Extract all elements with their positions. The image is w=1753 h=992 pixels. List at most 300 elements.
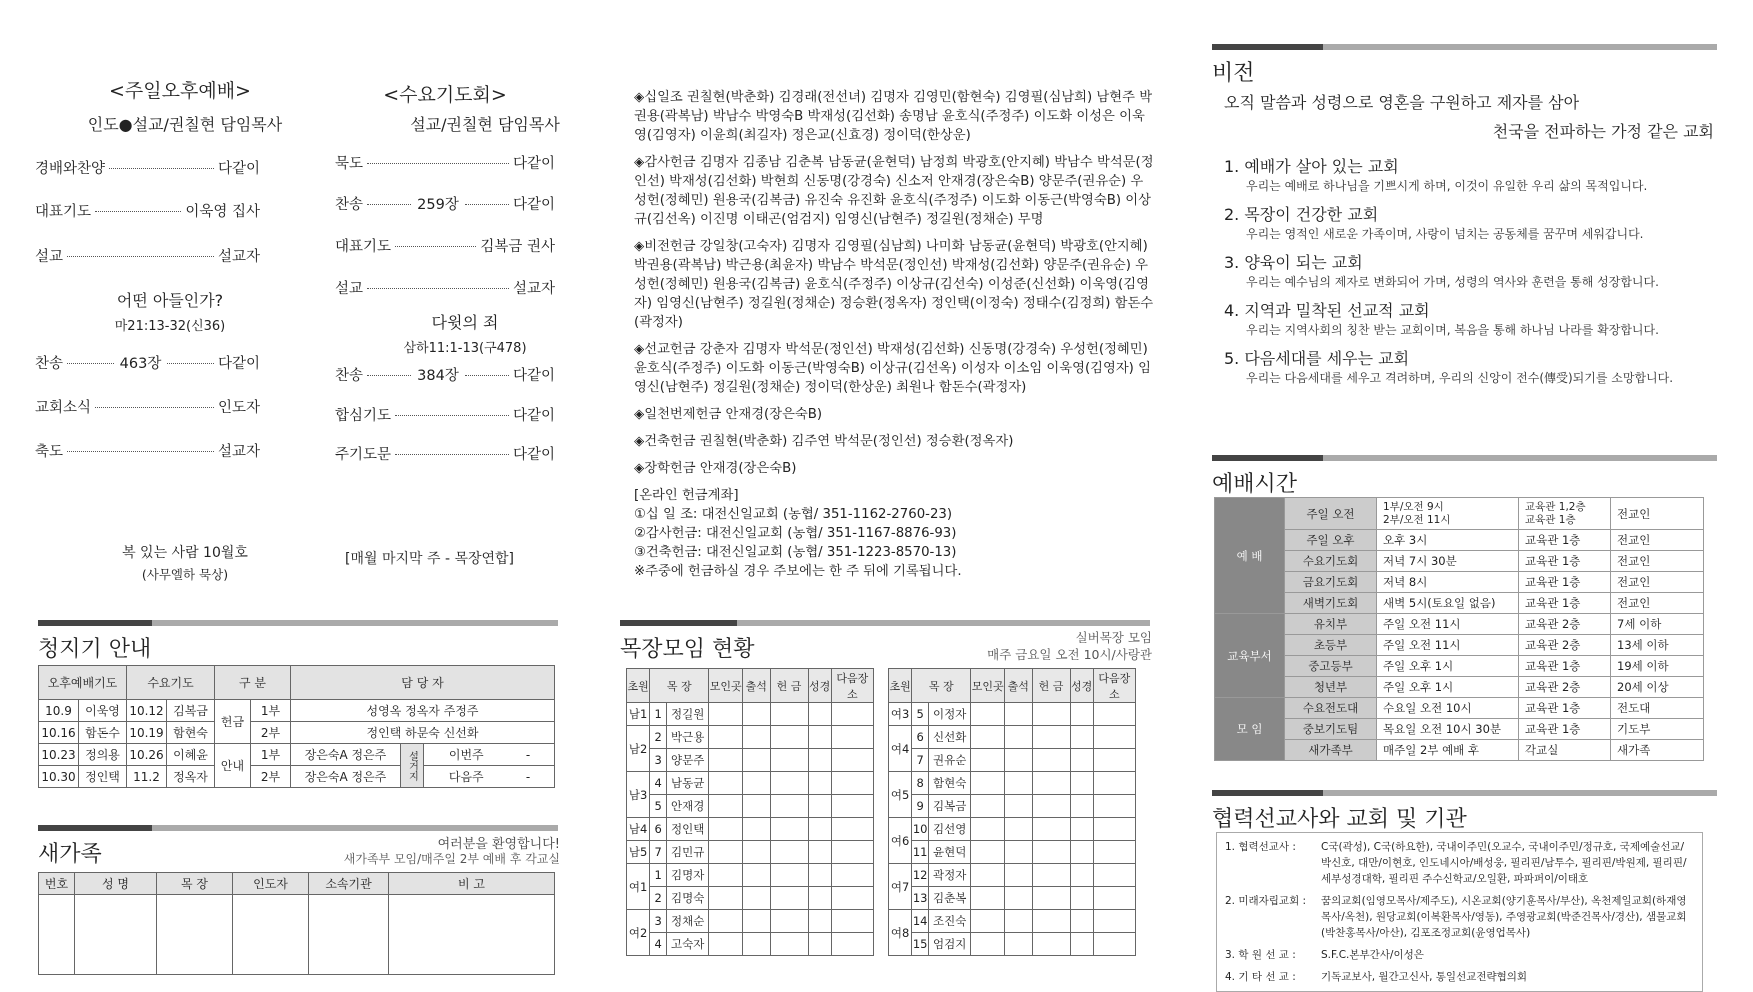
table-row	[889, 726, 1136, 749]
vision-item: 5. 다음세대를 세우는 교회 우리는 다음세대를 세우고 격려하며, 우리의 신앙이 전수(傳受)되기를 소망합니다.	[1224, 349, 1674, 385]
mokjang-blank-cell[interactable]	[770, 910, 808, 933]
mokjang-blank-cell[interactable]	[808, 795, 831, 818]
order-label: 합심기도	[335, 408, 392, 424]
table-row	[1215, 740, 1704, 761]
name-cell: 이혜윤	[167, 744, 215, 766]
mokjang-blank-cell[interactable]	[1070, 795, 1093, 818]
part-cell: 1부	[251, 744, 291, 766]
date-cell: 10.16	[39, 722, 79, 744]
date-cell: 10.30	[39, 766, 79, 788]
mokjang-blank-cell[interactable]	[1070, 933, 1093, 956]
mokjang-blank-cell[interactable]	[808, 910, 831, 933]
table-row	[627, 795, 874, 818]
mokjang-number: 4	[650, 933, 667, 956]
mokjang-leader: 정채순	[667, 910, 709, 933]
afternoon-sermon	[70, 288, 270, 334]
table-row	[1215, 656, 1704, 677]
order-label: 주기도문	[335, 447, 392, 463]
offering-building: ◈건축헌금 권칠현(박춘화) 김주연 박석문(정인선) 정승환(정옥자)	[634, 434, 1014, 449]
mokjang-blank-cell[interactable]	[743, 818, 770, 841]
partner-row: 3. 학 원 선 교 : S.F.C.본부간사/이성은	[1225, 949, 1424, 961]
mokjang-blank-cell[interactable]	[709, 749, 743, 772]
worship-place: 교육관 1층	[1519, 719, 1611, 740]
mokjang-table-right	[888, 668, 1136, 956]
worship-who: 전교인	[1611, 551, 1704, 572]
grassland-cell: 남5	[627, 841, 650, 864]
worship-time: 수요일 오전 10시	[1377, 698, 1519, 719]
worship-time: 1부/오전 9시 2부/오전 11시	[1377, 498, 1519, 530]
mokjang-blank-cell[interactable]	[1005, 818, 1032, 841]
offering-tithe: ◈십일조 권칠현(박춘화) 김경래(전선녀) 김명자 김영민(함현숙) 김영필(심남희) 남현주 박권용(곽복남) 박남수 박영숙B 박재성(김선화) 송명남 윤호식(주정주) 이도화 이성은 이욱영(김영자) 이윤희(최길자) 정은교(신효경) 정이덕(한상운)	[634, 90, 1153, 143]
mokjang-leader: 신선화	[929, 726, 971, 749]
mokjang-blank-cell[interactable]	[831, 772, 873, 795]
mokjang-blank-cell[interactable]	[743, 795, 770, 818]
mokjang-blank-cell[interactable]	[743, 726, 770, 749]
mokjang-table-left	[626, 668, 874, 956]
mokjang-blank-cell[interactable]	[808, 726, 831, 749]
mokjang-blank-cell[interactable]	[1093, 749, 1135, 772]
mokjang-blank-cell[interactable]	[1032, 818, 1070, 841]
mokjang-blank-cell[interactable]	[1032, 772, 1070, 795]
order-value: 다같이	[512, 408, 555, 424]
mokjang-blank-cell[interactable]	[743, 749, 770, 772]
mokjang-blank-cell[interactable]	[831, 749, 873, 772]
mokjang-blank-cell[interactable]	[1070, 910, 1093, 933]
name-cell: 정인택	[79, 766, 127, 788]
table-row	[39, 700, 555, 722]
assignee-cell: 성영옥 정옥자 주정주	[291, 700, 555, 722]
grassland-cell: 여4	[889, 726, 912, 772]
afternoon-order-row	[35, 352, 260, 373]
table-row	[1215, 698, 1704, 719]
order-label: 찬송	[335, 368, 364, 384]
sermon-reference: 마21:13-32(신36)	[114, 319, 226, 334]
steward-title: 청지기 안내	[38, 637, 152, 662]
mokjang-blank-cell[interactable]	[831, 795, 873, 818]
table-row	[889, 749, 1136, 772]
grassland-cell: 남3	[627, 772, 650, 818]
vision-item: 1. 예배가 살아 있는 교회 우리는 예배로 하나님을 기쁘시게 하며, 이것이 유일한 우리 삶의 목적입니다.	[1224, 157, 1648, 193]
group-cell: 안내	[215, 744, 251, 788]
worship-who: 13세 이하	[1611, 635, 1704, 656]
mokjang-number: 14	[912, 910, 929, 933]
mokjang-blank-cell[interactable]	[1005, 726, 1032, 749]
table-row	[889, 887, 1136, 910]
mokjang-blank-cell[interactable]	[1005, 933, 1032, 956]
grassland-cell: 여3	[889, 703, 912, 726]
mokjang-blank-cell[interactable]	[770, 703, 808, 726]
table-row	[627, 864, 874, 887]
mokjang-blank-cell[interactable]	[1032, 703, 1070, 726]
table-row	[1215, 498, 1704, 530]
mokjang-blank-cell[interactable]	[1093, 818, 1135, 841]
worship-who: 기도부	[1611, 719, 1704, 740]
worship-name: 초등부	[1285, 635, 1377, 656]
mokjang-blank-cell[interactable]	[770, 887, 808, 910]
worship-place: 각교실	[1519, 740, 1611, 761]
mokjang-blank-cell[interactable]	[971, 749, 1005, 772]
online-line: ※주중에 헌금하실 경우 주보에는 한 주 뒤에 기록됩니다.	[634, 564, 962, 579]
grassland-cell: 여1	[627, 864, 650, 910]
name-cell: 정옥자	[167, 766, 215, 788]
worship-who: 전교인	[1611, 593, 1704, 614]
worship-time: 목요일 오전 10시 30분	[1377, 719, 1519, 740]
mokjang-blank-cell[interactable]	[1032, 864, 1070, 887]
mokjang-header: 다음장소	[831, 669, 873, 703]
mokjang-number: 4	[650, 772, 667, 795]
offering-vision: ◈비전헌금 강일창(고숙자) 김명자 김영필(심남희) 나미화 남동균(윤현덕) 박광호(안지혜) 박권용(곽복남) 박근용(최윤자) 박남수 박석문(정인선) 박재성(김선화) 양문주(권유순) 우성헌(정혜민) 원용국(김복금) 윤호식(주정주) 이상규(김선숙) 이성준(신선화) 이욱영(김영자) 임영신(남현주) 정길원(정채순) 정승환(정옥자) 정인택(이정숙) 정태수(김정희) 함돈수(곽정자)	[634, 239, 1154, 330]
mokjang-blank-cell[interactable]	[743, 933, 770, 956]
order-value: 김복금 권사	[480, 239, 555, 255]
grassland-cell: 여2	[627, 910, 650, 956]
mokjang-leader: 조진숙	[929, 910, 971, 933]
dishwash-assign: 다음주 -	[424, 766, 555, 788]
order-label: 대표기도	[335, 239, 392, 255]
mokjang-blank-cell[interactable]	[808, 703, 831, 726]
worship-name: 중보기도팀	[1285, 719, 1377, 740]
table-row	[627, 841, 874, 864]
mokjang-blank-cell[interactable]	[1032, 910, 1070, 933]
mokjang-blank-cell[interactable]	[709, 887, 743, 910]
magazine-title: 복 있는 사람 10월호	[122, 545, 248, 561]
part-cell: 2부	[251, 722, 291, 744]
table-row	[1215, 530, 1704, 551]
table-row	[1215, 677, 1704, 698]
mokjang-blank-cell[interactable]	[831, 818, 873, 841]
mokjang-blank-cell[interactable]	[1070, 772, 1093, 795]
mokjang-blank-cell[interactable]	[808, 841, 831, 864]
mokjang-blank-cell[interactable]	[1070, 726, 1093, 749]
worship-time: 주일 오전 11시	[1377, 635, 1519, 656]
wednesday-order-row	[335, 277, 555, 298]
mokjang-blank-cell[interactable]	[1005, 703, 1032, 726]
steward-header: 담 당 자	[291, 666, 555, 700]
table-row	[889, 864, 1136, 887]
monthly-note: [매월 마지막 주 - 목장연합]	[345, 551, 515, 567]
worship-place: 교육관 1층	[1519, 656, 1611, 677]
mokjang-blank-cell[interactable]	[1005, 795, 1032, 818]
order-label: 대표기도	[35, 204, 92, 220]
worship-category: 예 배	[1215, 498, 1285, 614]
table-row	[1215, 614, 1704, 635]
mokjang-blank-cell[interactable]	[743, 841, 770, 864]
steward-header: 구 분	[215, 666, 291, 700]
mokjang-number: 8	[912, 772, 929, 795]
table-row	[627, 933, 874, 956]
mokjang-blank-cell[interactable]	[1032, 887, 1070, 910]
online-line: ①십 일 조: 대전신일교회 (농협/ 351-1162-2760-23)	[634, 507, 953, 522]
wednesday-service-leader: 설교/권칠현 담임목사	[410, 115, 560, 134]
mokjang-blank-cell[interactable]	[831, 887, 873, 910]
worship-name: 수요전도대	[1285, 698, 1377, 719]
mokjang-blank-cell[interactable]	[743, 887, 770, 910]
worship-name: 중고등부	[1285, 656, 1377, 677]
worship-who: 19세 이하	[1611, 656, 1704, 677]
offering-mission: ◈선교헌금 강춘자 김명자 박석문(정인선) 박재성(김선화) 신동명(강경숙) 우성헌(정혜민) 윤호식(주정주) 이도화 이동근(박영숙B) 이상규(김선옥) 이성자 이소임 이욱영(김영자) 임영신(남현주) 정길원(정채순) 정이덕(한상운) 최원나 함돈수(곽정자)	[634, 342, 1151, 395]
partner-row: 4. 기 타 선 교 : 기독교보사, 월간고신사, 통일선교전략협의회	[1225, 971, 1528, 983]
date-cell: 11.2	[127, 766, 167, 788]
mokjang-header: 헌 금	[770, 669, 808, 703]
mokjang-blank-cell[interactable]	[971, 795, 1005, 818]
mokjang-number: 1	[650, 703, 667, 726]
table-row	[1215, 593, 1704, 614]
mokjang-blank-cell[interactable]	[709, 818, 743, 841]
worship-category: 모 임	[1215, 698, 1285, 761]
mokjang-blank-cell[interactable]	[1005, 910, 1032, 933]
mokjang-blank-cell[interactable]	[770, 864, 808, 887]
online-title: [온라인 헌금계좌]	[634, 488, 739, 503]
offering-list	[634, 88, 1154, 581]
newfamily-table	[38, 872, 555, 975]
assignee-cell: 장은숙A 정은주	[291, 766, 401, 788]
mokjang-header: 다음장소	[1093, 669, 1135, 703]
mokjang-blank-cell[interactable]	[971, 841, 1005, 864]
mokjang-blank-cell[interactable]	[808, 864, 831, 887]
table-row	[889, 818, 1136, 841]
table-row	[627, 726, 874, 749]
mokjang-blank-cell[interactable]	[709, 864, 743, 887]
mokjang-blank-cell[interactable]	[709, 772, 743, 795]
mokjang-blank-cell[interactable]	[770, 795, 808, 818]
worship-place: 교육관 1층	[1519, 593, 1611, 614]
order-value: 설교자	[512, 281, 555, 297]
mokjang-blank-cell[interactable]	[971, 910, 1005, 933]
mokjang-blank-cell[interactable]	[1070, 749, 1093, 772]
worship-time: 매주일 2부 예배 후	[1377, 740, 1519, 761]
table-row	[889, 933, 1136, 956]
order-value: 설교자	[217, 249, 260, 265]
mokjang-leader: 남동균	[667, 772, 709, 795]
order-value: 다같이	[217, 161, 260, 177]
sermon-reference: 삼하11:1-13(구478)	[403, 341, 527, 356]
mokjang-blank-cell[interactable]	[1005, 772, 1032, 795]
mokjang-blank-cell[interactable]	[831, 726, 873, 749]
afternoon-service-title: <주일오후예배>	[109, 80, 251, 102]
mokjang-blank-cell[interactable]	[770, 818, 808, 841]
order-label: 설교	[335, 281, 364, 297]
mokjang-blank-cell[interactable]	[971, 864, 1005, 887]
mokjang-blank-cell[interactable]	[709, 933, 743, 956]
mokjang-blank-cell[interactable]	[808, 818, 831, 841]
worship-place: 교육관 1층	[1519, 698, 1611, 719]
grassland-cell: 남4	[627, 818, 650, 841]
mokjang-blank-cell[interactable]	[1032, 726, 1070, 749]
mokjang-leader: 곽정자	[929, 864, 971, 887]
mokjang-blank-cell[interactable]	[971, 703, 1005, 726]
assignee-cell: 장은숙A 정은주	[291, 744, 401, 766]
worship-who: 20세 이상	[1611, 677, 1704, 698]
mokjang-leader: 고숙자	[667, 933, 709, 956]
mokjang-title: 목장모임 현황	[620, 637, 755, 662]
mokjang-blank-cell[interactable]	[743, 703, 770, 726]
worship-times-table	[1214, 497, 1704, 761]
mokjang-blank-cell[interactable]	[1032, 795, 1070, 818]
mokjang-blank-cell[interactable]	[831, 864, 873, 887]
partners-box	[1216, 832, 1703, 992]
order-hymn: 259장	[417, 197, 459, 213]
order-value: 다같이	[217, 356, 261, 372]
order-label: 축도	[35, 444, 64, 460]
mokjang-blank-cell[interactable]	[1005, 841, 1032, 864]
worship-name: 청년부	[1285, 677, 1377, 698]
mokjang-header: 목 장	[912, 669, 971, 703]
table-row	[889, 841, 1136, 864]
mokjang-blank-cell[interactable]	[770, 841, 808, 864]
mokjang-blank-cell[interactable]	[770, 772, 808, 795]
mokjang-blank-cell[interactable]	[1070, 887, 1093, 910]
afternoon-order-row	[35, 396, 260, 417]
mokjang-blank-cell[interactable]	[709, 841, 743, 864]
mokjang-leader: 권유순	[929, 749, 971, 772]
mokjang-blank-cell[interactable]	[971, 726, 1005, 749]
mokjang-blank-cell[interactable]	[1070, 841, 1093, 864]
mokjang-blank-cell[interactable]	[770, 726, 808, 749]
worship-time: 저녁 7시 30분	[1377, 551, 1519, 572]
mokjang-blank-cell[interactable]	[770, 933, 808, 956]
mokjang-number: 2	[650, 726, 667, 749]
mokjang-blank-cell[interactable]	[770, 749, 808, 772]
order-label: 묵도	[335, 156, 364, 172]
wednesday-order-row	[335, 404, 555, 425]
mokjang-blank-cell[interactable]	[831, 703, 873, 726]
mokjang-blank-cell[interactable]	[743, 910, 770, 933]
table-row	[889, 910, 1136, 933]
mokjang-blank-cell[interactable]	[971, 933, 1005, 956]
name-cell: 김복금	[167, 700, 215, 722]
afternoon-order-row	[35, 200, 260, 221]
table-row	[1215, 635, 1704, 656]
offering-scholarship: ◈장학헌금 안재경(장은숙B)	[634, 461, 797, 476]
table-row	[1215, 551, 1704, 572]
wednesday-order-row	[335, 235, 555, 256]
worship-place: 교육관 1층	[1519, 572, 1611, 593]
mokjang-blank-cell[interactable]	[971, 818, 1005, 841]
worship-who: 전교인	[1611, 572, 1704, 593]
wednesday-service-title: <수요기도회>	[383, 84, 507, 106]
table-row	[889, 795, 1136, 818]
mokjang-header: 모인곳	[971, 669, 1005, 703]
mokjang-blank-cell[interactable]	[1093, 795, 1135, 818]
mokjang-blank-cell[interactable]	[808, 772, 831, 795]
table-row	[39, 766, 555, 788]
mokjang-blank-cell[interactable]	[1032, 841, 1070, 864]
newfamily-header: 비 고	[389, 873, 555, 895]
mokjang-leader: 박근용	[667, 726, 709, 749]
mokjang-blank-cell[interactable]	[1093, 841, 1135, 864]
mokjang-blank-cell[interactable]	[709, 703, 743, 726]
mokjang-note2: 매주 금요일 오전 10시/사랑관	[987, 647, 1152, 662]
afternoon-order-row	[35, 157, 260, 178]
worship-time: 주일 오후 1시	[1377, 677, 1519, 698]
worship-time: 새벽 5시(토요일 없음)	[1377, 593, 1519, 614]
worship-name: 금요기도회	[1285, 572, 1377, 593]
mokjang-blank-cell[interactable]	[1070, 818, 1093, 841]
mokjang-leader: 윤현덕	[929, 841, 971, 864]
order-label: 설교	[35, 249, 64, 265]
grassland-cell: 남1	[627, 703, 650, 726]
mokjang-blank-cell[interactable]	[1093, 703, 1135, 726]
mokjang-blank-cell[interactable]	[1093, 726, 1135, 749]
order-label: 찬송	[35, 356, 64, 372]
mokjang-blank-cell[interactable]	[831, 933, 873, 956]
mokjang-blank-cell[interactable]	[1005, 887, 1032, 910]
worship-time: 주일 오후 1시	[1377, 656, 1519, 677]
mokjang-note1: 실버목장 모임	[1075, 630, 1152, 645]
order-label: 교회소식	[35, 400, 92, 416]
date-cell: 10.19	[127, 722, 167, 744]
mokjang-leader: 양문주	[667, 749, 709, 772]
mokjang-number: 10	[912, 818, 929, 841]
mokjang-blank-cell[interactable]	[831, 841, 873, 864]
name-cell: 함현숙	[167, 722, 215, 744]
worship-name: 새벽기도회	[1285, 593, 1377, 614]
mokjang-blank-cell[interactable]	[831, 910, 873, 933]
mokjang-header: 모인곳	[709, 669, 743, 703]
mokjang-blank-cell[interactable]	[808, 749, 831, 772]
mokjang-blank-cell[interactable]	[1093, 933, 1135, 956]
magazine-subtitle: (사무엘하 묵상)	[141, 567, 229, 582]
mokjang-blank-cell[interactable]	[743, 772, 770, 795]
mokjang-blank-cell[interactable]	[971, 772, 1005, 795]
grassland-cell: 여7	[889, 864, 912, 910]
mokjang-blank-cell[interactable]	[808, 887, 831, 910]
worship-name: 주일 오전	[1285, 498, 1377, 530]
worship-name: 새가족부	[1285, 740, 1377, 761]
steward-header: 오후예배기도	[39, 666, 127, 700]
mokjang-blank-cell[interactable]	[743, 864, 770, 887]
mokjang-leader: 이정자	[929, 703, 971, 726]
mokjang-blank-cell[interactable]	[1005, 749, 1032, 772]
mokjang-blank-cell[interactable]	[1093, 910, 1135, 933]
group-cell: 헌금	[215, 700, 251, 744]
mokjang-blank-cell[interactable]	[1093, 772, 1135, 795]
vision-item: 4. 지역과 밀착된 선교적 교회 우리는 지역사회의 칭찬 받는 교회이며, 복음을 통해 하나님 나라를 확장합니다.	[1224, 301, 1659, 337]
mokjang-number: 11	[912, 841, 929, 864]
table-row	[1215, 572, 1704, 593]
mokjang-blank-cell[interactable]	[1070, 703, 1093, 726]
offering-thousand: ◈일천번제헌금 안재경(장은숙B)	[634, 407, 823, 422]
grassland-cell: 남2	[627, 726, 650, 772]
mokjang-blank-cell[interactable]	[1005, 864, 1032, 887]
steward-table	[38, 665, 555, 788]
wednesday-order-row	[335, 443, 555, 464]
table-row	[627, 910, 874, 933]
worship-name: 수요기도회	[1285, 551, 1377, 572]
worship-who: 새가족	[1611, 740, 1704, 761]
mokjang-blank-cell[interactable]	[1032, 933, 1070, 956]
mokjang-blank-cell[interactable]	[808, 933, 831, 956]
mokjang-blank-cell[interactable]	[971, 887, 1005, 910]
mokjang-blank-cell[interactable]	[709, 910, 743, 933]
vision-line2: 천국을 전파하는 가정 같은 교회	[1492, 122, 1714, 141]
mokjang-blank-cell[interactable]	[709, 726, 743, 749]
mokjang-blank-cell[interactable]	[1070, 864, 1093, 887]
mokjang-blank-cell[interactable]	[1093, 864, 1135, 887]
worship-place: 교육관 1층	[1519, 530, 1611, 551]
vision-body	[1224, 90, 1714, 388]
mokjang-header: 헌 금	[1032, 669, 1070, 703]
newfamily-welcome: 여러분을 환영합니다!	[437, 837, 560, 852]
mokjang-blank-cell[interactable]	[1093, 887, 1135, 910]
vision-section-header	[1212, 44, 1717, 87]
mokjang-header: 목 장	[650, 669, 709, 703]
steward-header: 수요기도	[127, 666, 215, 700]
sermon-title: 어떤 아들인가?	[116, 291, 224, 310]
mokjang-blank-cell[interactable]	[709, 795, 743, 818]
mokjang-blank-cell[interactable]	[1032, 749, 1070, 772]
worship-place: 교육관 2층	[1519, 677, 1611, 698]
mokjang-leader: 정인택	[667, 818, 709, 841]
